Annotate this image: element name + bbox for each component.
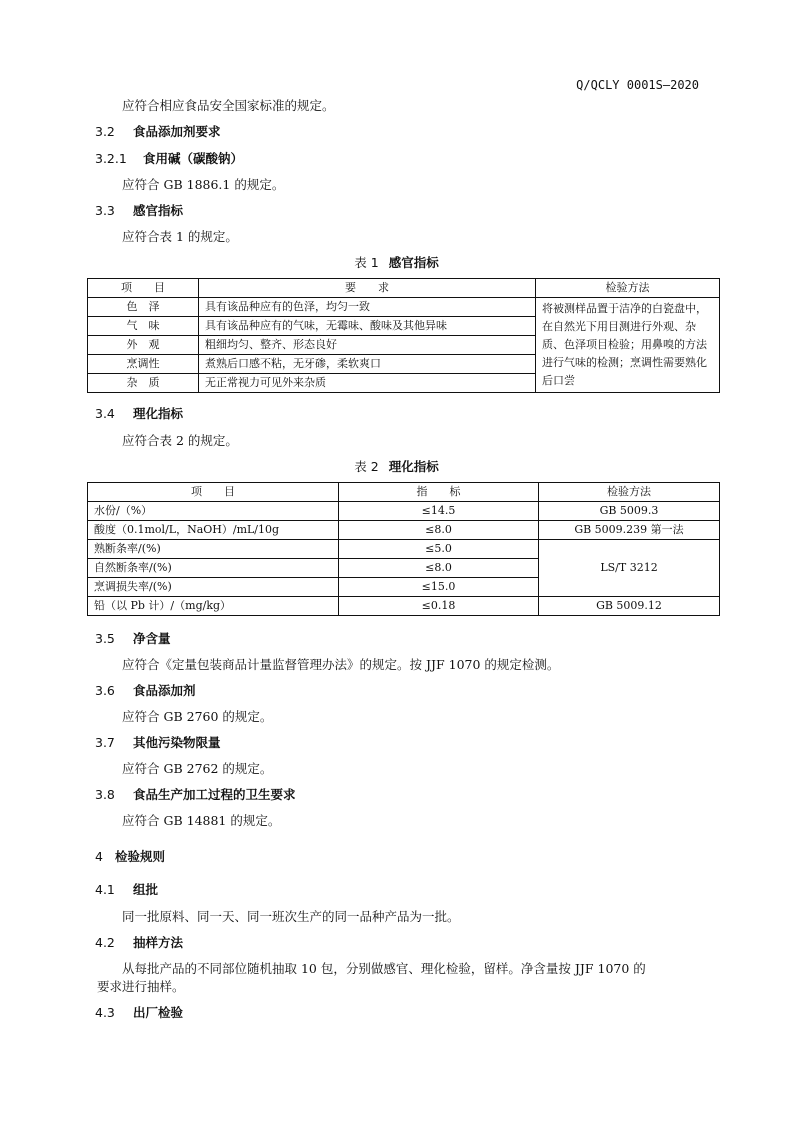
paragraph-4-1: 同一批原料、同一天、同一班次生产的同一品种产品为一批。 <box>122 909 460 924</box>
cell-requirement: 粗细均匀、整齐、形态良好 <box>199 336 536 355</box>
section-heading-3-6 <box>95 681 196 699</box>
section-title: 其他污染物限量 <box>133 735 221 750</box>
section-number: 3.3 <box>95 203 115 218</box>
document-code: Q/QCLY 0001S—2020 <box>576 78 699 92</box>
cell-index: ≤14.5 <box>339 502 539 521</box>
cell-item: 烹调性 <box>88 355 199 374</box>
cell-index: ≤8.0 <box>339 521 539 540</box>
section-number: 3.5 <box>95 631 115 646</box>
table2-caption <box>0 457 793 475</box>
cell-requirement: 具有该品种应有的气味，无霉味、酸味及其他异味 <box>199 317 536 336</box>
section-heading-3-5 <box>95 629 171 647</box>
table-header-row <box>88 483 720 502</box>
section-heading-4-1 <box>95 880 158 898</box>
section-number: 4.2 <box>95 935 115 950</box>
table-row <box>88 597 720 616</box>
cell-item: 铅（以 Pb 计）/（mg/kg） <box>88 597 339 616</box>
section-title: 理化指标 <box>133 406 184 421</box>
section-number: 3.4 <box>95 406 115 421</box>
section-heading-4-3 <box>95 1003 183 1021</box>
table1-caption-number: 表 1 <box>354 255 379 270</box>
paragraph-4-2-line2: 要求进行抽样。 <box>97 979 185 994</box>
header-item: 项 目 <box>88 279 199 298</box>
cell-item: 烹调损失率/(%) <box>88 578 339 597</box>
section-title: 检验规则 <box>115 849 166 864</box>
table-row <box>88 502 720 521</box>
paragraph-3-5: 应符合《定量包装商品计量监督管理办法》的规定。按 JJF 1070 的规定检测。 <box>122 657 560 672</box>
cell-method: 将被测样品置于洁净的白瓷盘中，在自然光下用目测进行外观、杂质、色泽项目检验；用鼻嗅的方法进行气味的检测；烹调性需要熟化后口尝 <box>536 298 720 393</box>
paragraph-4-2-line1: 从每批产品的不同部位随机抽取 10 包，分别做感官、理化检验，留样。净含量按 JJF 1070 的 <box>122 961 646 976</box>
paragraph-3-7: 应符合 GB 2762 的规定。 <box>122 761 273 776</box>
section-heading-4 <box>95 847 165 865</box>
cell-requirement: 无正常视力可见外来杂质 <box>199 374 536 393</box>
header-method: 检验方法 <box>539 483 720 502</box>
cell-item: 水份/（%） <box>88 502 339 521</box>
intro-paragraph: 应符合相应食品安全国家标准的规定。 <box>122 98 335 113</box>
section-heading-3-8 <box>95 785 296 803</box>
section-heading-3-3 <box>95 201 183 219</box>
section-heading-3-4 <box>95 404 183 422</box>
cell-item: 外 观 <box>88 336 199 355</box>
table2-caption-number: 表 2 <box>354 459 379 474</box>
cell-method: GB 5009.3 <box>539 502 720 521</box>
table1-caption <box>0 253 793 271</box>
section-title: 感官指标 <box>133 203 184 218</box>
cell-index: ≤15.0 <box>339 578 539 597</box>
table-row <box>88 521 720 540</box>
section-number: 3.2 <box>95 124 115 139</box>
sensory-table <box>87 278 720 393</box>
cell-index: ≤8.0 <box>339 559 539 578</box>
header-item: 项 目 <box>88 483 339 502</box>
header-requirement: 要 求 <box>199 279 536 298</box>
section-number: 4 <box>95 849 103 864</box>
cell-item: 熟断条率/(%) <box>88 540 339 559</box>
cell-method-merged: LS/T 3212 <box>539 540 720 597</box>
table2-caption-title: 理化指标 <box>388 459 439 474</box>
cell-index: ≤5.0 <box>339 540 539 559</box>
cell-item: 气 味 <box>88 317 199 336</box>
table-row <box>88 540 720 559</box>
paragraph-3-3: 应符合表 1 的规定。 <box>122 229 238 244</box>
cell-item: 色 泽 <box>88 298 199 317</box>
section-title: 食品生产加工过程的卫生要求 <box>133 787 296 802</box>
section-number: 3.2.1 <box>95 151 127 166</box>
section-heading-3-7 <box>95 733 221 751</box>
cell-method: GB 5009.12 <box>539 597 720 616</box>
paragraph-3-6: 应符合 GB 2760 的规定。 <box>122 709 273 724</box>
section-title: 食品添加剂 <box>133 683 196 698</box>
paragraph-3-8: 应符合 GB 14881 的规定。 <box>122 813 281 828</box>
cell-item: 自然断条率/(%) <box>88 559 339 578</box>
section-number: 4.3 <box>95 1005 115 1020</box>
section-title: 净含量 <box>133 631 171 646</box>
header-index: 指 标 <box>339 483 539 502</box>
section-title: 食品添加剂要求 <box>133 124 221 139</box>
table-row <box>88 298 720 317</box>
section-title: 抽样方法 <box>133 935 184 950</box>
section-heading-3-2-1 <box>95 149 243 167</box>
cell-method: GB 5009.239 第一法 <box>539 521 720 540</box>
cell-index: ≤0.18 <box>339 597 539 616</box>
cell-requirement: 煮熟后口感不粘，无牙碜，柔软爽口 <box>199 355 536 374</box>
section-number: 3.8 <box>95 787 115 802</box>
physicochemical-table <box>87 482 720 616</box>
section-title: 出厂检验 <box>133 1005 184 1020</box>
cell-item: 杂 质 <box>88 374 199 393</box>
section-heading-4-2 <box>95 933 183 951</box>
table-header-row <box>88 279 720 298</box>
section-heading-3-2 <box>95 122 221 140</box>
header-method: 检验方法 <box>536 279 720 298</box>
section-number: 3.7 <box>95 735 115 750</box>
paragraph-3-2-1: 应符合 GB 1886.1 的规定。 <box>122 177 285 192</box>
table1-caption-title: 感官指标 <box>388 255 439 270</box>
paragraph-3-4: 应符合表 2 的规定。 <box>122 433 238 448</box>
section-number: 3.6 <box>95 683 115 698</box>
section-title: 组批 <box>133 882 159 897</box>
cell-requirement: 具有该品种应有的色泽，均匀一致 <box>199 298 536 317</box>
cell-item: 酸度（0.1mol/L，NaOH）/mL/10g <box>88 521 339 540</box>
section-title: 食用碱（碳酸钠） <box>143 151 244 166</box>
section-number: 4.1 <box>95 882 115 897</box>
